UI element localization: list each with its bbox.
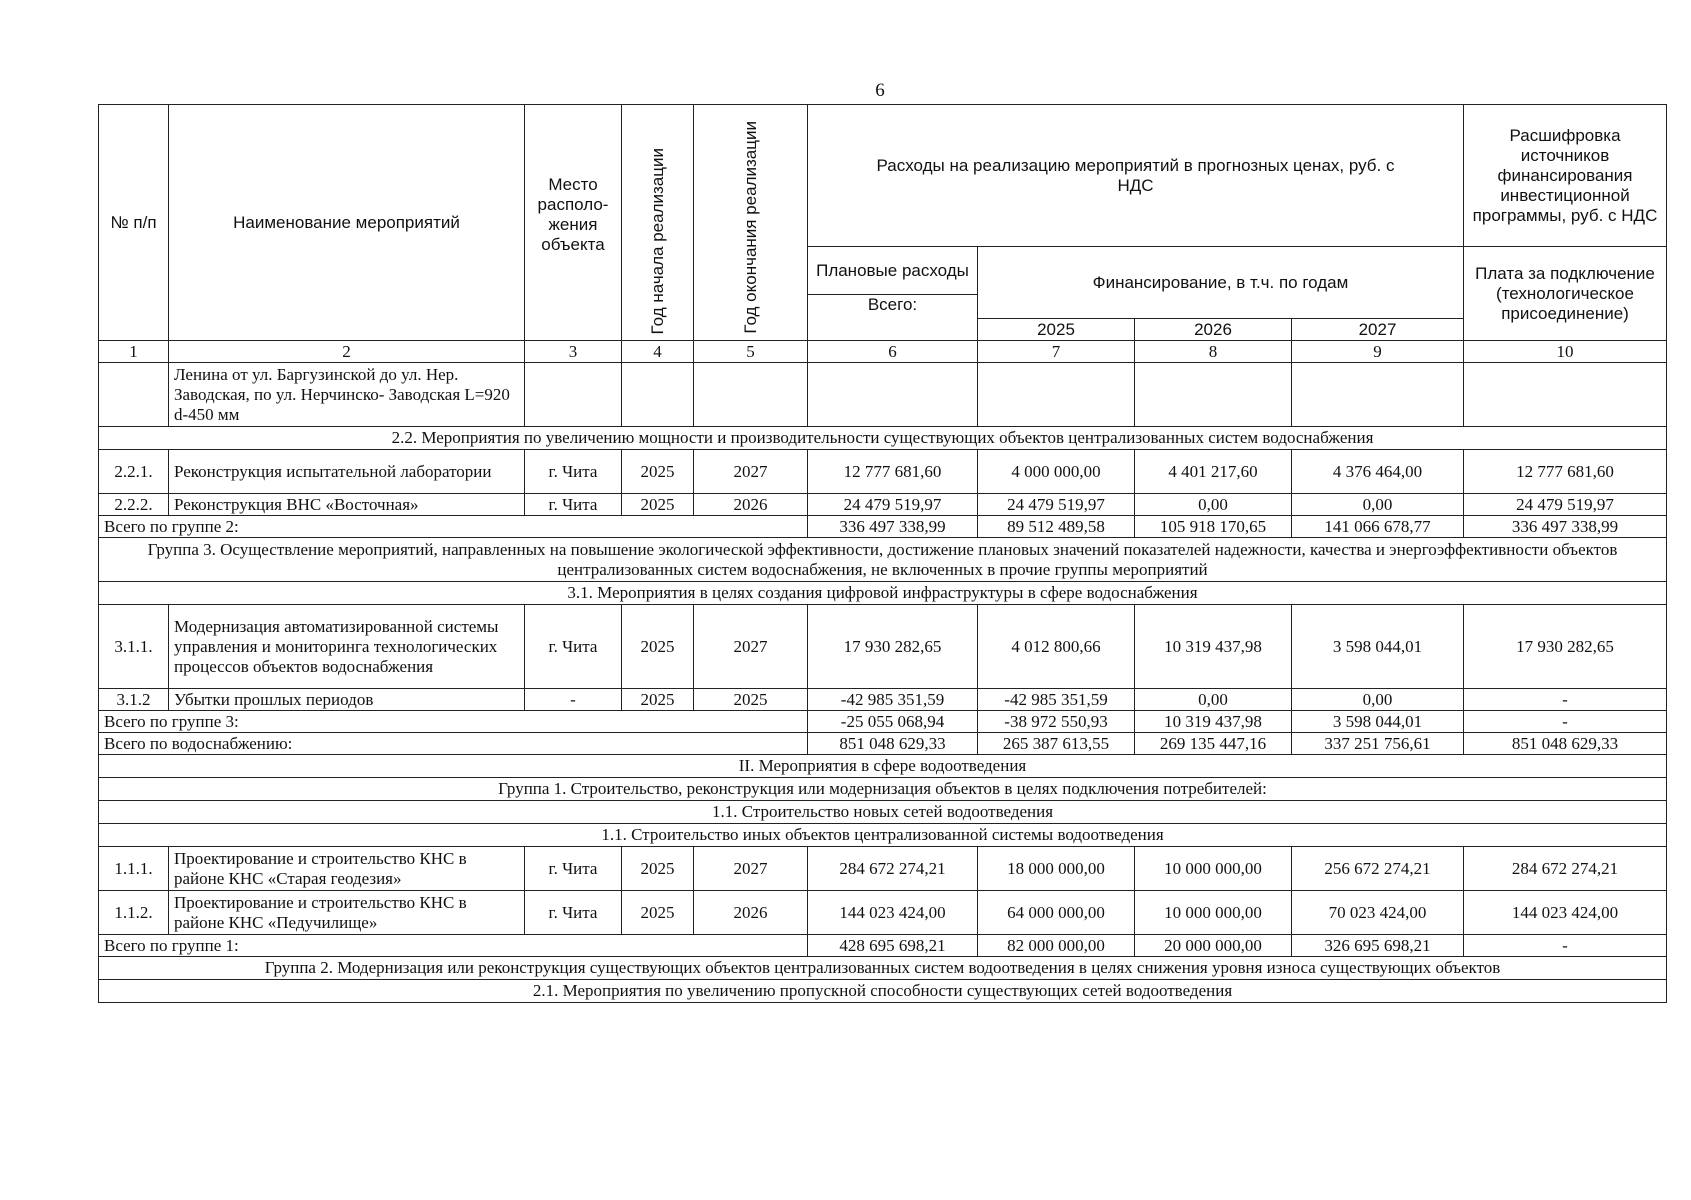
col-number: 6 xyxy=(808,341,978,363)
start-year: 2025 xyxy=(622,689,694,711)
table-row xyxy=(99,847,1667,891)
planned-total: 144 023 424,00 xyxy=(808,891,978,935)
financing-2025: 4 012 800,66 xyxy=(978,605,1135,689)
event-name: Проектирование и строительство КНС в районе КНС «Старая геодезия» xyxy=(169,847,525,891)
table-row xyxy=(99,605,1667,689)
location: г. Чита xyxy=(525,494,622,516)
financing-2027: 337 251 756,61 xyxy=(1292,733,1464,755)
connection-fee: 851 048 629,33 xyxy=(1464,733,1667,755)
col-number: 8 xyxy=(1135,341,1292,363)
location: г. Чита xyxy=(525,891,622,935)
header-financing: Финансирование, в т.ч. по годам xyxy=(978,247,1464,319)
connection-fee: - xyxy=(1464,689,1667,711)
financing-2027: 0,00 xyxy=(1292,689,1464,711)
event-name: Модернизация автоматизированной системы управления и мониторинга технологических процессов объектов водоснабжения xyxy=(169,605,525,689)
location: г. Чита xyxy=(525,605,622,689)
section-row xyxy=(99,801,1667,824)
planned-total: 12 777 681,60 xyxy=(808,450,978,494)
connection-fee: - xyxy=(1464,711,1667,733)
financing-2026: 0,00 xyxy=(1135,689,1292,711)
header-costs: Расходы на реализацию мероприятий в прогнозных ценах, руб. с НДС xyxy=(808,105,1464,247)
location: г. Чита xyxy=(525,450,622,494)
financing-2027: 3 598 044,01 xyxy=(1292,711,1464,733)
end-year: 2027 xyxy=(694,847,808,891)
table-row xyxy=(99,363,1667,427)
financing-2025: 18 000 000,00 xyxy=(978,847,1135,891)
section-title: 1.1. Строительство иных объектов централизованной системы водоотведения xyxy=(99,824,1667,847)
location: - xyxy=(525,689,622,711)
header-end-year: Год окончания реализации xyxy=(740,121,760,334)
section-title: 3.1. Мероприятия в целях создания цифровой инфраструктуры в сфере водоснабжения xyxy=(99,582,1667,605)
row-number: 1.1.2. xyxy=(99,891,169,935)
start-year: 2025 xyxy=(622,605,694,689)
header-year-2027: 2027 xyxy=(1292,319,1464,341)
section-title: 2.2. Мероприятия по увеличению мощности и производительности существующих объектов централизованных систем водоснабжения xyxy=(99,427,1667,450)
connection-fee: 144 023 424,00 xyxy=(1464,891,1667,935)
planned-total: 851 048 629,33 xyxy=(808,733,978,755)
section-title: II. Мероприятия в сфере водоотведения xyxy=(99,755,1667,778)
financing-2026: 105 918 170,65 xyxy=(1135,516,1292,538)
end-year: 2027 xyxy=(694,450,808,494)
connection-fee: 24 479 519,97 xyxy=(1464,494,1667,516)
financing-2026: 10 000 000,00 xyxy=(1135,891,1292,935)
header-year-2026: 2026 xyxy=(1135,319,1292,341)
event-name: Реконструкция испытательной лаборатории xyxy=(169,450,525,494)
planned-total: -25 055 068,94 xyxy=(808,711,978,733)
start-year: 2025 xyxy=(622,450,694,494)
total-label: Всего по группе 1: xyxy=(99,935,808,957)
planned-total: 336 497 338,99 xyxy=(808,516,978,538)
event-name: Реконструкция ВНС «Восточная» xyxy=(169,494,525,516)
table-row xyxy=(99,891,1667,935)
table-row xyxy=(99,689,1667,711)
financing-2026: 4 401 217,60 xyxy=(1135,450,1292,494)
financing-2027: 256 672 274,21 xyxy=(1292,847,1464,891)
financing-2025: 265 387 613,55 xyxy=(978,733,1135,755)
event-name: Убытки прошлых периодов xyxy=(169,689,525,711)
start-year: 2025 xyxy=(622,494,694,516)
end-year: 2026 xyxy=(694,494,808,516)
header-total: Всего: xyxy=(808,295,978,341)
total-label: Всего по группе 3: xyxy=(99,711,808,733)
section-row xyxy=(99,427,1667,450)
financing-2025: -42 985 351,59 xyxy=(978,689,1135,711)
header-name: Наименование мероприятий xyxy=(169,105,525,341)
connection-fee: 284 672 274,21 xyxy=(1464,847,1667,891)
financing-2025: 82 000 000,00 xyxy=(978,935,1135,957)
group-title: Группа 1. Строительство, реконструкция или модернизация объектов в целях подключения потребителей: xyxy=(99,778,1667,801)
table-row xyxy=(99,450,1667,494)
investment-program-table xyxy=(98,104,1667,1003)
total-label: Всего по группе 2: xyxy=(99,516,808,538)
header-sources: Расшифровка источников финансирования инвестиционной программы, руб. с НДС xyxy=(1464,105,1667,247)
end-year: 2025 xyxy=(694,689,808,711)
event-name: Проектирование и строительство КНС в районе КНС «Педучилище» xyxy=(169,891,525,935)
col-number: 9 xyxy=(1292,341,1464,363)
end-year: 2026 xyxy=(694,891,808,935)
row-number: 1.1.1. xyxy=(99,847,169,891)
row-number: 2.2.2. xyxy=(99,494,169,516)
financing-2025: 89 512 489,58 xyxy=(978,516,1135,538)
financing-2026: 0,00 xyxy=(1135,494,1292,516)
row-number: 2.2.1. xyxy=(99,450,169,494)
planned-total: 284 672 274,21 xyxy=(808,847,978,891)
connection-fee: 336 497 338,99 xyxy=(1464,516,1667,538)
financing-2026: 10 319 437,98 xyxy=(1135,711,1292,733)
group-row xyxy=(99,957,1667,980)
financing-2025: 4 000 000,00 xyxy=(978,450,1135,494)
col-number: 1 xyxy=(99,341,169,363)
start-year: 2025 xyxy=(622,891,694,935)
financing-2025: 64 000 000,00 xyxy=(978,891,1135,935)
financing-2027: 4 376 464,00 xyxy=(1292,450,1464,494)
section-row xyxy=(99,755,1667,778)
financing-2026: 269 135 447,16 xyxy=(1135,733,1292,755)
header-place: Место располо- жения объекта xyxy=(525,105,622,341)
header-start-year: Год начала реализации xyxy=(647,147,667,334)
location: г. Чита xyxy=(525,847,622,891)
col-number: 10 xyxy=(1464,341,1667,363)
financing-2026: 10 319 437,98 xyxy=(1135,605,1292,689)
group-title: Группа 3. Осуществление мероприятий, направленных на повышение экологической эффективности, достижение плановых значений показателей надежности, качества и энергоэффективности объектов централизованных систем водоснабжения, не включенных в прочие группы мероприятий xyxy=(99,538,1667,582)
col-number: 7 xyxy=(978,341,1135,363)
col-number: 5 xyxy=(694,341,808,363)
planned-total: 17 930 282,65 xyxy=(808,605,978,689)
section-row xyxy=(99,824,1667,847)
financing-2027: 3 598 044,01 xyxy=(1292,605,1464,689)
financing-2027: 326 695 698,21 xyxy=(1292,935,1464,957)
connection-fee: 17 930 282,65 xyxy=(1464,605,1667,689)
planned-total: 24 479 519,97 xyxy=(808,494,978,516)
financing-2025: 24 479 519,97 xyxy=(978,494,1135,516)
financing-2027: 141 066 678,77 xyxy=(1292,516,1464,538)
group-total-row xyxy=(99,935,1667,957)
financing-2026: 20 000 000,00 xyxy=(1135,935,1292,957)
financing-2027: 0,00 xyxy=(1292,494,1464,516)
col-number: 2 xyxy=(169,341,525,363)
group-row xyxy=(99,538,1667,582)
end-year: 2027 xyxy=(694,605,808,689)
column-numbers-row xyxy=(99,341,1667,363)
row-number: 3.1.1. xyxy=(99,605,169,689)
financing-2025: -38 972 550,93 xyxy=(978,711,1135,733)
financing-2027: 70 023 424,00 xyxy=(1292,891,1464,935)
col-number: 4 xyxy=(622,341,694,363)
total-label: Всего по водоснабжению: xyxy=(99,733,808,755)
start-year: 2025 xyxy=(622,847,694,891)
planned-total: 428 695 698,21 xyxy=(808,935,978,957)
row-number: 3.1.2 xyxy=(99,689,169,711)
col-number: 3 xyxy=(525,341,622,363)
group-total-row xyxy=(99,711,1667,733)
section-title: 1.1. Строительство новых сетей водоотведения xyxy=(99,801,1667,824)
water-supply-total-row xyxy=(99,733,1667,755)
section-title: 2.1. Мероприятия по увеличению пропускной способности существующих сетей водоотведения xyxy=(99,980,1667,1003)
group-title: Группа 2. Модернизация или реконструкция существующих объектов централизованных систем водоотведения в целях снижения уровня износа существующих объектов xyxy=(99,957,1667,980)
header-year-2025: 2025 xyxy=(978,319,1135,341)
table-row xyxy=(99,494,1667,516)
financing-2026: 10 000 000,00 xyxy=(1135,847,1292,891)
connection-fee: - xyxy=(1464,935,1667,957)
group-total-row xyxy=(99,516,1667,538)
section-row xyxy=(99,582,1667,605)
connection-fee: 12 777 681,60 xyxy=(1464,450,1667,494)
header-planned: Плановые расходы xyxy=(808,247,978,295)
section-row xyxy=(99,980,1667,1003)
planned-total: -42 985 351,59 xyxy=(808,689,978,711)
page-number: 6 xyxy=(875,80,885,101)
event-name: Ленина от ул. Баргузинской до ул. Нер. Заводская, по ул. Нерчинско- Заводская L=920 d-450 мм xyxy=(169,363,525,427)
header-connection-fee: Плата за подключение (технологическое присоединение) xyxy=(1464,247,1667,341)
group-row xyxy=(99,778,1667,801)
header-num: № п/п xyxy=(99,105,169,341)
